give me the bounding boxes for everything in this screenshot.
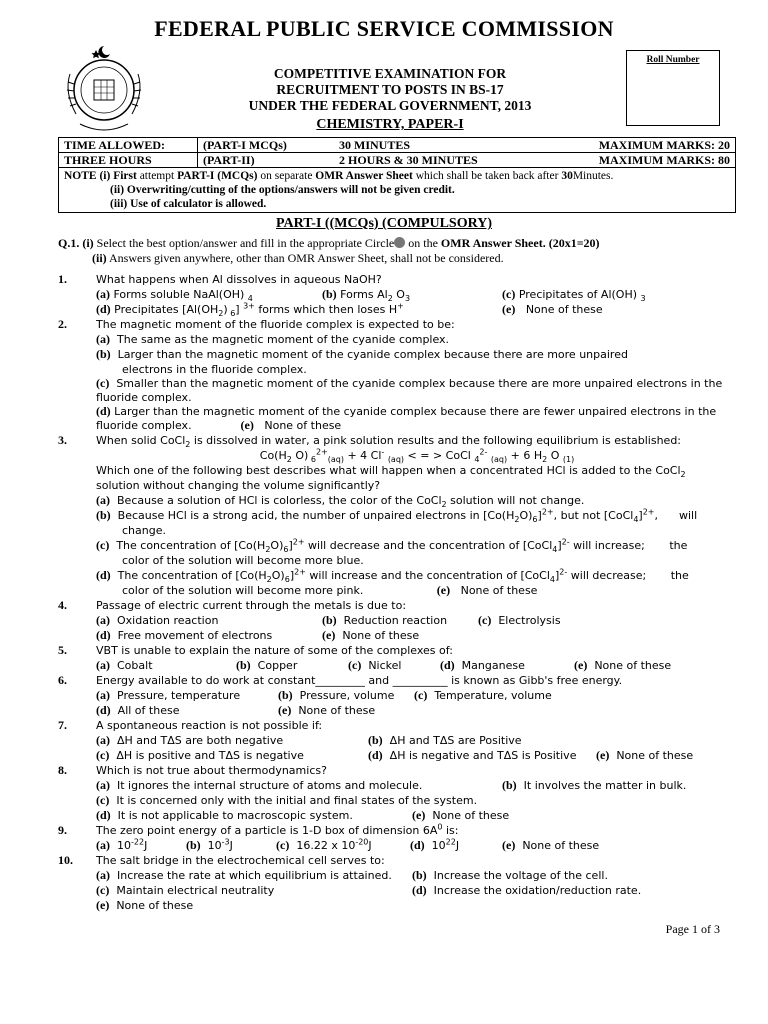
- question-number: 8.: [58, 763, 67, 777]
- option-b[interactable]: (b) $10^{-3}J$: [186, 837, 233, 852]
- table-cell: [198, 153, 736, 168]
- table-cell: TIME ALLOWED:: [59, 138, 198, 153]
- table-cell: [198, 138, 736, 153]
- option-e[interactable]: None of these: [264, 418, 342, 432]
- option-a[interactable]: (a) It ignores the internal structure of atoms and molecule.: [96, 778, 423, 792]
- option-d[interactable]: (d) Increase the oxidation/reduction rate.: [412, 883, 642, 897]
- option-b[interactable]: (b) Copper: [236, 658, 298, 672]
- commission-title: FEDERAL PUBLIC SERVICE COMMISSION: [154, 16, 614, 41]
- option-d[interactable]: (d) All of these: [96, 703, 180, 717]
- option-b-cont: change.: [122, 524, 166, 537]
- question-text: Which is not true about thermodynamics?: [96, 764, 327, 777]
- note-text: PART-I (MCQs): [177, 170, 258, 182]
- note-cell: [59, 168, 736, 213]
- question-text: When solid CoCl$_2$ is dissolved in water, a pink solution results and the following equilibrium is established:: [96, 434, 682, 450]
- question-text: What happens when Al dissolves in aqueous NaOH?: [96, 273, 382, 286]
- part-title: PART-I ((MCQs) (COMPULSORY): [276, 216, 492, 231]
- question-text: Energy available to do work at constant_________ and __________ is known as Gibb's free energy.: [96, 674, 623, 687]
- question-4: [58, 598, 738, 643]
- option-b[interactable]: (b) Pressure, volume: [278, 688, 395, 702]
- question-text: VBT is unable to explain the nature of some of the complexes of:: [96, 644, 453, 657]
- option-d[interactable]: (d) Free movement of electrons: [96, 628, 273, 642]
- option-d[interactable]: (d) $10^{22}J$: [410, 837, 460, 852]
- question-number: 2.: [58, 317, 67, 331]
- roll-number-box[interactable]: [626, 50, 720, 126]
- option-a[interactable]: (a) ΔH and TΔS are both negative: [96, 733, 284, 747]
- option-d-cont: color of the solution will become more pink. (e) None of these: [122, 583, 538, 597]
- table-row: [59, 138, 736, 153]
- option-a[interactable]: (a) Cobalt: [96, 658, 153, 672]
- duration: 30 MINUTES: [339, 138, 411, 152]
- max-marks: MAXIMUM MARKS: 20: [598, 138, 730, 152]
- question-10: [58, 853, 738, 913]
- part-label: (PART-II): [203, 153, 255, 167]
- question-1: [58, 272, 738, 317]
- option-c[interactable]: (c) Precipitates of Al(OH) $_3$: [502, 287, 646, 304]
- question-text: Passage of electric current through the metals is due to:: [96, 599, 407, 612]
- question-number: 3.: [58, 433, 67, 447]
- option-b[interactable]: (b) Reduction reaction: [322, 613, 448, 627]
- option-a[interactable]: (a) Because a solution of HCl is colorless, the color of the CoCl$_2$ solution will not change.: [96, 493, 585, 510]
- option-e[interactable]: (e) None of these: [322, 628, 420, 642]
- question-list: [58, 272, 738, 913]
- option-b[interactable]: (b) Larger than the magnetic moment of the cyanide complex because there are more unpaired: [96, 347, 628, 361]
- option-a[interactable]: (a) $10^{-22}J$: [96, 837, 148, 852]
- option-d[interactable]: (d) It is not applicable to macroscopic system.: [96, 808, 353, 822]
- note-text: (i) First: [99, 170, 137, 182]
- option-c[interactable]: (c) Smaller than the magnetic moment of the cyanide complex because there are more unpaired electrons in the fluoride complex.: [96, 376, 723, 404]
- table-cell: THREE HOURS: [59, 153, 198, 168]
- option-a[interactable]: (a) The same as the magnetic moment of the cyanide complex.: [96, 332, 450, 346]
- option-c[interactable]: (c) Maintain electrical neutrality: [96, 883, 275, 897]
- note-iii: (iii) Use of calculator is allowed.: [110, 198, 267, 210]
- question-number: 5.: [58, 643, 67, 657]
- option-c[interactable]: (c) The concentration of $[Co(H_2O)_6]^{2+}$ will decrease and the concentration of [CoCl$_4$]$^{2-}$ will increase; the: [96, 537, 688, 555]
- note-label: NOTE: [64, 170, 97, 182]
- note-text: which shall be taken back after: [412, 170, 562, 182]
- option-d[interactable]: (d) The concentration of $[Co(H_2O)_6]^{2+}$ will increase and the concentration of [CoCl$_4$]$^{2-}$ will decrease; the: [96, 567, 689, 585]
- option-b[interactable]: (b) Increase the voltage of the cell.: [412, 868, 608, 882]
- option-e[interactable]: None of these: [460, 584, 538, 597]
- option-d[interactable]: (d) Precipitates [$Al(OH_2)$ $_6$] $^{3+}$ forms which then loses H+: [96, 301, 404, 319]
- option-d[interactable]: (d) ΔH is negative and TΔS is Positive: [368, 748, 577, 762]
- option-c-cont: color of the solution will become more blue.: [122, 554, 364, 567]
- question-5: [58, 643, 738, 673]
- instruction-text: OMR Answer Sheet.: [440, 236, 546, 250]
- duration: 2 HOURS & 30 MINUTES: [339, 153, 478, 167]
- q1-marks: (20x1=20): [545, 236, 600, 250]
- question-number: 1.: [58, 272, 67, 286]
- option-e[interactable]: (e) None of these: [502, 302, 603, 316]
- option-e[interactable]: (e) None of these: [502, 838, 600, 852]
- part-label: (PART-I MCQs): [203, 138, 287, 152]
- commission-seal-emblem: [56, 40, 152, 136]
- exam-line-1: COMPETITIVE EXAMINATION FOR: [273, 66, 507, 81]
- option-a[interactable]: (a) Forms soluble NaAl(OH) $_4$: [96, 287, 253, 304]
- question-9: [58, 823, 738, 853]
- q1-number: Q.1.: [58, 236, 80, 250]
- question-number: 6.: [58, 673, 67, 687]
- option-c[interactable]: (c) Nickel: [348, 658, 402, 672]
- instruction-text: Answers given anywhere, other than OMR Answer Sheet, shall not be considered.: [106, 251, 504, 265]
- instruction-text: Select the best option/answer and fill in the appropriate Circle: [93, 236, 395, 250]
- option-e[interactable]: (e) None of these: [96, 898, 194, 912]
- instruction-text: on the: [405, 236, 441, 250]
- note-ii: (ii) Overwriting/cutting of the options/answers will not be given credit.: [110, 184, 455, 196]
- option-e[interactable]: (e) None of these: [412, 808, 510, 822]
- question-text: Which one of the following best describes what will happen when a concentrated HCl is added to the CoCl$_2$: [96, 464, 686, 480]
- exam-heading: [200, 66, 580, 133]
- page-number: Page 1 of 3: [665, 922, 720, 936]
- instruction-label: (i): [82, 236, 94, 250]
- instruction-label: (ii): [92, 251, 107, 265]
- option-b[interactable]: (b) Forms $Al_2$ $O_3$: [322, 287, 411, 304]
- note-text: attempt: [136, 170, 178, 182]
- question-6: [58, 673, 738, 718]
- equilibrium-equation: $Co(H_2$ O) $_6^{2+}_{(aq)}$ + 4 Cl- $_{(aq)}$ < = > CoCl $_4^{2-}$ $_{(aq)}$ + 6 $H_2$ O $_{(1)}$: [259, 447, 575, 465]
- question-8: [58, 763, 738, 823]
- option-c[interactable]: (c) Electrolysis: [478, 613, 561, 627]
- question-3: [58, 433, 738, 598]
- option-e[interactable]: (e) None of these: [278, 703, 376, 717]
- paper-title: CHEMISTRY, PAPER-I: [316, 117, 464, 132]
- option-a[interactable]: (a) Increase the rate at which equilibrium is attained.: [96, 868, 392, 882]
- option-c[interactable]: (c) Temperature, volume: [414, 688, 552, 702]
- time-marks-table: [58, 137, 736, 213]
- question-text: solution without changing the volume significantly?: [96, 479, 381, 492]
- question-text: A spontaneous reaction is not possible if:: [96, 719, 323, 732]
- question-2: [58, 317, 738, 433]
- option-e[interactable]: (e) None of these: [574, 658, 672, 672]
- option-b-cont: electrons in the fluoride complex.: [122, 363, 307, 376]
- question-number: 9.: [58, 823, 67, 837]
- table-row: [59, 153, 736, 168]
- option-b[interactable]: (b) Because HCl is a strong acid, the number of unpaired electrons in $[Co(H_2O)_6]^{2+}$, but not [CoCl$_4$]$^{2+}$, will: [96, 507, 698, 525]
- question-number: 7.: [58, 718, 67, 732]
- table-row: [59, 168, 736, 213]
- exam-line-2: RECRUITMENT TO POSTS IN BS-17: [276, 82, 504, 97]
- note-text: 30: [561, 170, 573, 182]
- option-a[interactable]: (a) Pressure, temperature: [96, 688, 241, 702]
- question-number: 10.: [58, 853, 73, 867]
- option-b[interactable]: (b) It involves the matter in bulk.: [502, 778, 687, 792]
- note-text: OMR Answer Sheet: [315, 170, 413, 182]
- roll-number-label: Roll Number: [646, 55, 700, 65]
- omr-circle-icon: [394, 237, 405, 248]
- question-text: The magnetic moment of the fluoride complex is expected to be:: [96, 318, 455, 331]
- note-text: Minutes.: [572, 170, 614, 182]
- instructions: [58, 236, 748, 266]
- option-b[interactable]: (b) ΔH and TΔS are Positive: [368, 733, 522, 747]
- option-d[interactable]: (d) Manganese: [440, 658, 525, 672]
- question-text: The zero point energy of a particle is 1-D box of dimension $6A^0$ is:: [96, 822, 459, 837]
- question-text: The salt bridge in the electrochemical cell serves to:: [96, 854, 385, 867]
- option-e[interactable]: (e) None of these: [596, 748, 694, 762]
- question-7: [58, 718, 738, 763]
- note-text: on separate: [257, 170, 316, 182]
- option-d[interactable]: (d) Larger than the magnetic moment of the cyanide complex because there are fewer unpaired electrons in the fluoride complex. (e) None of these: [96, 404, 717, 432]
- option-c[interactable]: (c) 16.22 x $10^{-20}J$: [276, 837, 372, 852]
- question-number: 4.: [58, 598, 67, 612]
- exam-line-3: UNDER THE FEDERAL GOVERNMENT, 2013: [248, 98, 532, 113]
- option-a[interactable]: (a) Oxidation reaction: [96, 613, 219, 627]
- option-c[interactable]: (c) It is concerned only with the initial and final states of the system.: [96, 793, 478, 807]
- max-marks: MAXIMUM MARKS: 80: [598, 153, 730, 167]
- option-c[interactable]: (c) ΔH is positive and TΔS is negative: [96, 748, 304, 762]
